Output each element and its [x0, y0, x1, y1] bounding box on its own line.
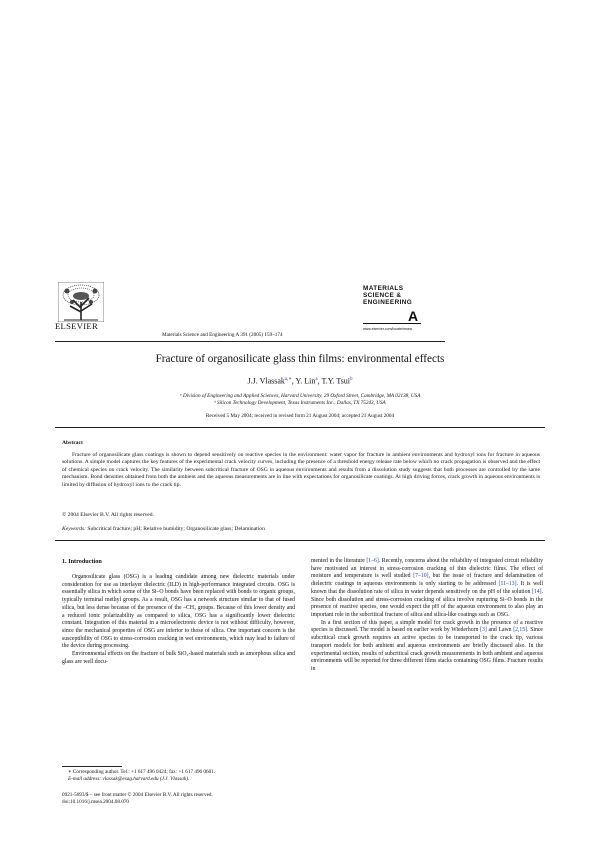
citation-link[interactable]: [3] [480, 627, 487, 634]
journal-logo-line-1: MATERIALS [363, 285, 404, 292]
footnote-email: E-mail address: vlassak@esag.harvard.edu (J.J. Vlassak). [68, 776, 190, 782]
abstract-copyright: © 2004 Elsevier B.V. All rights reserved. [62, 512, 154, 518]
intro-paragraph-1: Organosilicate glass (OSG) is a leading candidate among new dielectric materials under consideration for use as interlayer dielectric (ILD) in high-performance integrated circuits. OSG is essentially silica in which some of the Si–O bonds have been replaced with bonds to organic groups, typically terminal methyl groups. As a result, OSG has a network structure similar to that of fused silica, but less dense because of the presence of the –CH₃ groups. Because of this lower density and a reduced ionic polarizability as compared to silica, OSG has a significantly lower dielectric constant. Integration of this material in a microelectronic device is not without difficulty, however, since the mechanical properties of OSG are inferior to those of silica. One important concern is the susceptibility of OSG to stress-corrosion cracking in wet environments, which may lead to failure of the device during processing. [62, 574, 295, 650]
received-dates: Received 5 May 2004; received in revised form 21 August 2004; accepted 21 August 2004 [205, 413, 395, 419]
journal-logo-line-2: SCIENCE & [363, 292, 402, 299]
journal-logo-line-3: ENGINEERING [363, 299, 413, 306]
footer-issn: 0921-5093/$ – see front matter © 2004 Elsevier B.V. All rights reserved. [62, 792, 213, 798]
text-segment: . Since subcritical crack growth requires an active species to be transported to the crack tip, various transport models for both ambient and aqueous environments are briefly discussed also. In the experimental section, results of subcritical crack growth measurements in both ambient and aqueous environments will be reported for three different films stacks containing OSG films. Fracture results in [311, 627, 543, 673]
author-superscript[interactable]: a [315, 377, 318, 382]
footnote-corresponding: ∗ Corresponding author. Tel.: +1 617 496 0424; fax: +1 617 496 0601. [68, 769, 216, 775]
author-superscript[interactable]: b [350, 377, 353, 382]
keywords-line [62, 526, 265, 533]
footer-doi: doi:10.1016/j.msea.2004.08.070 [62, 799, 130, 805]
journal-logo [363, 285, 421, 306]
text-segment: mented in the literature [311, 558, 367, 564]
section-heading-introduction: 1. Introduction [62, 558, 102, 565]
author-separator: , [317, 376, 322, 386]
journal-logo-rule [363, 323, 421, 324]
text-segment: , but the issue of fracture and delamination of dielectric coatings in aqueous environments is only starting to be addressed [311, 573, 543, 588]
header-rule [55, 341, 445, 342]
author-name: Y. Lin [295, 376, 316, 386]
text-segment: . Since both dissolution and stress-corrosion cracking of silica involve rupturing Si–O bonds in the presence of reactive species, one would expect the pH of the aqueous environment to also play an important role in the subcritical fracture of silica and silica-like coatings such as OSG. [311, 588, 543, 619]
intro-left-column [62, 574, 295, 667]
footnote-rule [62, 766, 122, 767]
affiliation-b: ᵇ Silicon Technology Development, Texas Instruments Inc., Dallas, TX 75243, USA [214, 400, 386, 406]
text-segment: . Recently, concerns about the reliability of integrated circuit reliability have motivated an interest in stress-corrosion cracking of thin dielectric films. The effect of moisture and temperature is well studied [311, 558, 543, 580]
publisher-name: ELSEVIER [55, 321, 98, 331]
abstract-top-rule [55, 427, 545, 428]
citation-link[interactable]: [2,15] [513, 627, 528, 634]
intro-right-column [311, 558, 543, 674]
citation-link[interactable]: [14] [531, 588, 542, 595]
abstract-heading: Abstract [62, 440, 83, 446]
elsevier-tree-logo [58, 282, 104, 322]
journal-citation: Materials Science and Engineering A 391 (2005) 159–174 [162, 332, 283, 338]
affiliation-a: ᵃ Division of Engineering and Applied Sciences, Harvard University, 29 Oxford Street, Cambridge, MA 02138, USA [179, 393, 421, 399]
text-segment: and Lawn [486, 627, 514, 634]
intro-right-paragraph-2 [311, 620, 543, 674]
keywords-label: Keywords: [62, 526, 87, 532]
author-superscript[interactable]: a,∗ [284, 377, 292, 382]
author-list [0, 376, 600, 386]
abstract-bottom-rule [55, 540, 545, 541]
keywords-list: Subcritical fracture; pH; Relative humidity; Organosilicate glass; Delamination [86, 526, 265, 532]
text-segment: In a first section of this paper, a simple model for crack growth in the presence of a reactive species is discussed. The model is based on earlier work by Wiederhorn [311, 619, 543, 634]
text-segment: . It is well known that the dissolution rate of silica in water depends sensitively on the pH of the solution [311, 581, 544, 595]
intro-paragraph-2: Environmental effects on the fracture of bulk SiO₂-based materials such as amorphous silica and glass are well docu- [62, 651, 295, 665]
author-name: J.J. Vlassak [247, 376, 285, 386]
citation-link[interactable]: [1–6] [366, 558, 379, 564]
intro-right-paragraph-1 [311, 558, 543, 620]
citation-link[interactable]: [7–10] [413, 573, 429, 580]
journal-url: www.elsevier.com/locate/msea [363, 327, 412, 331]
abstract-text: Fracture of organosilicate glass coatings is shown to depend sensitively on reactive species in the environment: water vapor for fracture in ambient environments and hydroxyl ions for fracture in aqueous solutions. A simple model captures the key features of the experimental crack velocity curves, including the presence of a threshold energy release rate below which no crack propagation is observed and the effect of chemical species on crack velocity. The similarity between subcritical fracture of OSG in aqueous environments and results from a dissolution study suggests that both processes are controlled by the same mechanism. Bond densities obtained from both the ambient and the aqueous measurements are in line with expectations for organosilicate coatings. At high driving forces, crack growth in aqueous environments is limited by diffusion of hydroxyl ions to the crack tip. [62, 452, 540, 488]
author-separator: , [291, 376, 296, 386]
journal-logo-letter: A [408, 308, 419, 324]
citation-link[interactable]: [11–13] [498, 581, 517, 588]
article-title: Fracture of organosilicate glass thin films: environmental effects [155, 353, 445, 365]
author-name: T.Y. Tsui [321, 376, 350, 386]
